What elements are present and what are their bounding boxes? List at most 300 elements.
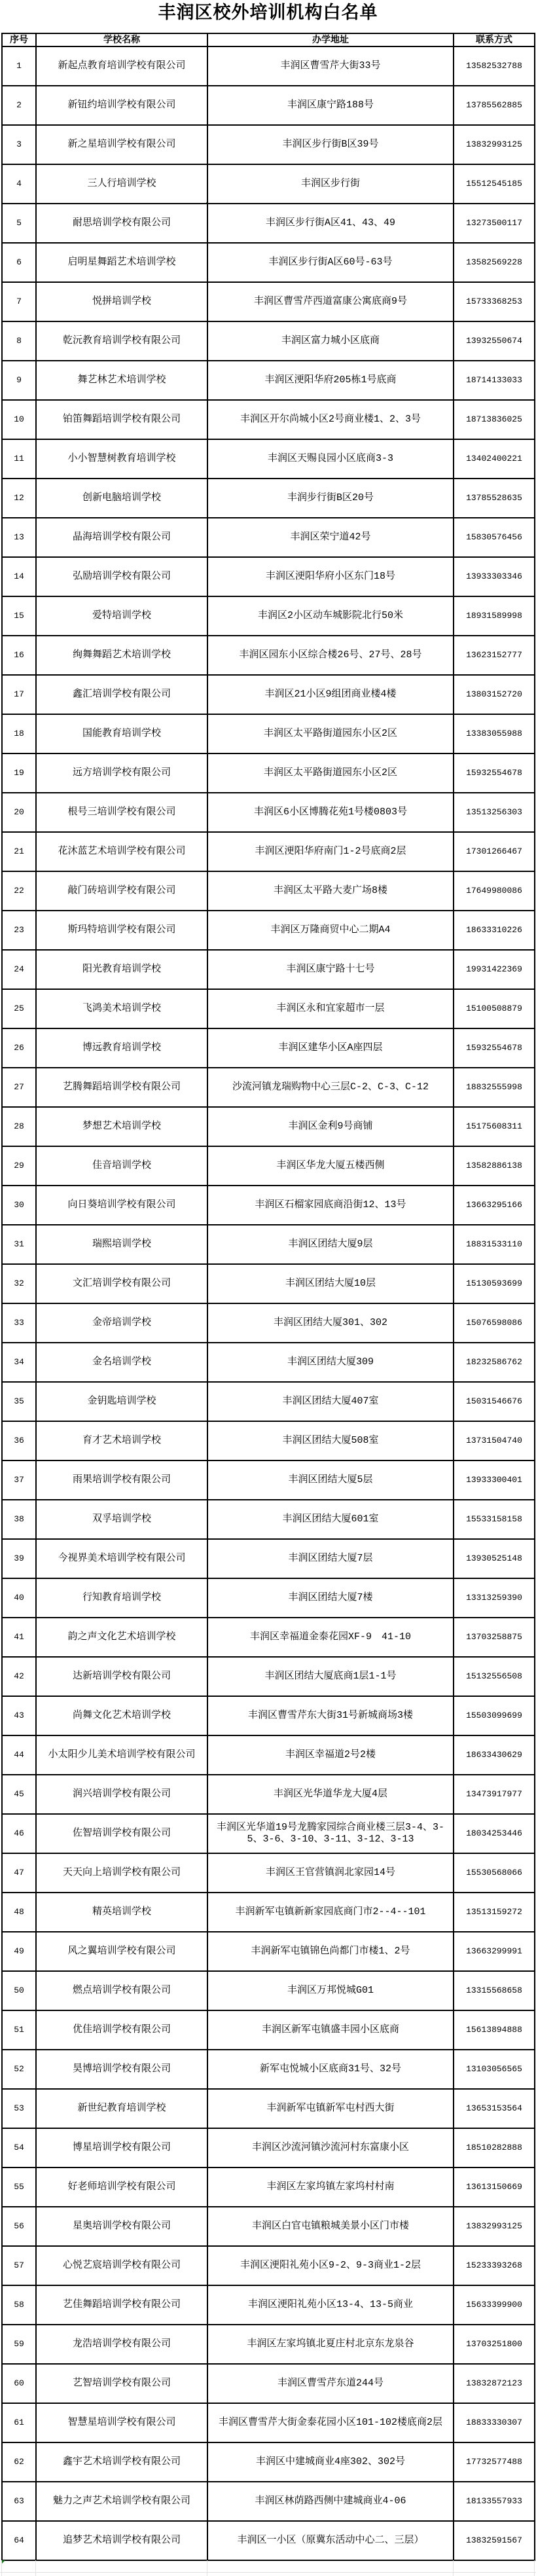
table-row [2, 2482, 535, 2521]
cell-serial-number[interactable]: 4 [2, 164, 36, 204]
cell-phone[interactable]: 13513159272 [454, 1893, 535, 1932]
cell-phone[interactable]: 13703258875 [454, 1618, 535, 1657]
cell-school-name[interactable]: 新世纪教育培训学校 [36, 2089, 207, 2128]
cell-school-name[interactable]: 尚舞文化艺术培训学校 [36, 1696, 207, 1735]
cell-phone[interactable]: 15100508879 [454, 989, 535, 1028]
table-row [2, 86, 535, 125]
cell-address[interactable]: 丰润区沙流河镇沙流河村东富康小区 [207, 2128, 454, 2168]
cell-phone[interactable]: 13582569228 [454, 243, 535, 282]
cell-serial-number[interactable]: 28 [2, 1107, 36, 1146]
cell-serial-number[interactable]: 60 [2, 2364, 36, 2403]
cell-phone[interactable]: 15512545185 [454, 164, 535, 204]
cell-serial-number[interactable]: 24 [2, 950, 36, 989]
cell-phone[interactable]: 13103056565 [454, 2050, 535, 2089]
cell-address[interactable]: 丰润区太平路街道园东小区2区 [207, 714, 454, 753]
table-row [2, 2364, 535, 2403]
cell-address[interactable]: 丰润区白官屯镇粮城美景小区门市楼 [207, 2207, 454, 2246]
cell-school-name[interactable]: 魅力之声艺术培训学校有限公司 [36, 2482, 207, 2521]
cell-serial-number[interactable]: 18 [2, 714, 36, 753]
cell-serial-number[interactable]: 7 [2, 282, 36, 321]
cell-address[interactable]: 丰润区光华道19号龙腾家园综合商业楼三层3-4、3-5、3-6、3-10、3-11、3-12、3-13 [207, 1814, 454, 1853]
cell-school-name[interactable]: 风之翼培训学校有限公司 [36, 1932, 207, 1971]
cell-serial-number[interactable]: 59 [2, 2325, 36, 2364]
cell-school-name[interactable]: 雨果培训学校有限公司 [36, 1460, 207, 1500]
table-row [2, 2285, 535, 2325]
table-row [2, 361, 535, 400]
cell-phone[interactable]: 18133557933 [454, 2482, 535, 2521]
cell-address[interactable]: 丰润区曹雪芹大街33号 [207, 46, 454, 86]
cell-address[interactable]: 丰润区永和宜家超市一层 [207, 989, 454, 1028]
cell-serial-number[interactable]: 22 [2, 871, 36, 911]
table-header [2, 33, 535, 46]
cell-address[interactable]: 丰润区金利9号商铺 [207, 1107, 454, 1146]
cell-phone[interactable]: 13731504740 [454, 1421, 535, 1460]
cell-phone[interactable]: 13832872123 [454, 2364, 535, 2403]
cell-school-name[interactable]: 根号三培训学校有限公司 [36, 793, 207, 832]
cell-serial-number[interactable]: 58 [2, 2285, 36, 2325]
cell-phone[interactable]: 13832993125 [454, 2207, 535, 2246]
cell-phone[interactable]: 13653153564 [454, 2089, 535, 2128]
cell-school-name[interactable]: 国能教育培训学校 [36, 714, 207, 753]
sheet-gridline [0, 2572, 536, 2573]
cell-phone[interactable]: 13402400221 [454, 439, 535, 479]
cell-address[interactable]: 丰润区华龙大厦五楼西侧 [207, 1146, 454, 1186]
cell-school-name[interactable]: 梦想艺术培训学校 [36, 1107, 207, 1146]
table-row [2, 46, 535, 86]
cell-serial-number[interactable]: 32 [2, 1264, 36, 1303]
cell-phone[interactable]: 13613150669 [454, 2168, 535, 2207]
cell-school-name[interactable]: 优佳培训学校有限公司 [36, 2010, 207, 2050]
table-row [2, 1657, 535, 1696]
cell-phone[interactable]: 15830576456 [454, 518, 535, 557]
cell-address[interactable]: 丰润区步行街A区41、43、49 [207, 204, 454, 243]
cell-serial-number[interactable]: 27 [2, 1068, 36, 1107]
cell-address[interactable]: 丰润区一小区（原冀东活动中心二、三层） [207, 2521, 454, 2560]
table-row [2, 793, 535, 832]
cell-serial-number[interactable]: 26 [2, 1028, 36, 1068]
cell-school-name[interactable]: 金名培训学校 [36, 1343, 207, 1382]
cell-phone[interactable]: 15733368253 [454, 282, 535, 321]
cell-address[interactable]: 丰润区团结大厦底商1层1-1号 [207, 1657, 454, 1696]
cell-serial-number[interactable]: 19 [2, 753, 36, 793]
cell-address[interactable]: 丰润区浭阳礼苑小区13-4、13-5商业 [207, 2285, 454, 2325]
cell-school-name[interactable]: 文汇培训学校有限公司 [36, 1264, 207, 1303]
cell-phone[interactable]: 18633430629 [454, 1735, 535, 1775]
cell-address[interactable]: 丰润区浭阳礼苑小区9-2、9-3商业1-2层 [207, 2246, 454, 2285]
cell-serial-number[interactable]: 51 [2, 2010, 36, 2050]
cell-school-name[interactable]: 精英培训学校 [36, 1893, 207, 1932]
cell-school-name-selected[interactable]: 三人行培训学校 [36, 164, 207, 204]
cell-school-name[interactable]: 飞鸿美术培训学校 [36, 989, 207, 1028]
cell-school-name[interactable]: 鑫汇培训学校有限公司 [36, 675, 207, 714]
cell-phone[interactable]: 15932554678 [454, 1028, 535, 1068]
cell-address[interactable]: 丰润区天赐良园小区底商3-3 [207, 439, 454, 479]
table-row [2, 2168, 535, 2207]
cell-school-name[interactable]: 远方培训学校有限公司 [36, 753, 207, 793]
header-row [2, 33, 535, 46]
table-row [2, 1539, 535, 1578]
cell-address[interactable]: 丰润区步行街B区39号 [207, 125, 454, 164]
table-row [2, 2521, 535, 2560]
cell-address[interactable]: 丰润区步行街A区60号-63号 [207, 243, 454, 282]
cell-school-name[interactable]: 绚舞舞蹈艺术培训学校 [36, 636, 207, 675]
cell-serial-number[interactable]: 47 [2, 1853, 36, 1893]
cell-address[interactable]: 丰润区光华道华龙大厦4层 [207, 1775, 454, 1814]
cell-school-name[interactable]: 育才艺术培训学校 [36, 1421, 207, 1460]
cell-address[interactable]: 丰润区王官营镇润北家园14号 [207, 1853, 454, 1893]
cell-serial-number[interactable]: 12 [2, 479, 36, 518]
cell-phone[interactable]: 13932550674 [454, 321, 535, 361]
cell-serial-number[interactable]: 41 [2, 1618, 36, 1657]
cell-serial-number[interactable]: 25 [2, 989, 36, 1028]
cell-school-name[interactable]: 舞艺林艺术培训学校 [36, 361, 207, 400]
cell-address[interactable]: 丰润区林荫路西侧中建城商业4-06 [207, 2482, 454, 2521]
cell-address[interactable]: 丰润区6小区博腾花苑1号楼0803号 [207, 793, 454, 832]
cell-address[interactable]: 丰润区新军屯镇盛丰园小区底商 [207, 2010, 454, 2050]
cell-serial-number[interactable]: 6 [2, 243, 36, 282]
cell-school-name[interactable]: 佳音培训学校 [36, 1146, 207, 1186]
table-row [2, 2325, 535, 2364]
cell-school-name[interactable]: 达新培训学校有限公司 [36, 1657, 207, 1696]
cell-phone[interactable]: 13383055988 [454, 714, 535, 753]
cell-address[interactable]: 丰润区富力城小区底商 [207, 321, 454, 361]
cell-school-name[interactable]: 斯玛特培训学校有限公司 [36, 911, 207, 950]
cell-school-name[interactable]: 追梦艺术培训学校有限公司 [36, 2521, 207, 2560]
table-row [2, 1186, 535, 1225]
table-row [2, 1735, 535, 1775]
cell-serial-number[interactable]: 55 [2, 2168, 36, 2207]
header-address[interactable]: 办学地址 [207, 33, 454, 46]
cell-serial-number[interactable]: 45 [2, 1775, 36, 1814]
cell-school-name[interactable]: 创新电脑培训学校 [36, 479, 207, 518]
cell-phone[interactable]: 13663299991 [454, 1932, 535, 1971]
cell-address[interactable]: 丰润区团结大厦309 [207, 1343, 454, 1382]
table-row [2, 1932, 535, 1971]
table-row [2, 1460, 535, 1500]
cell-phone[interactable]: 18833330307 [454, 2403, 535, 2442]
cell-school-name[interactable]: 金帝培训学校 [36, 1303, 207, 1343]
cell-serial-number[interactable]: 54 [2, 2128, 36, 2168]
cell-serial-number[interactable]: 9 [2, 361, 36, 400]
header-school-name[interactable]: 学校名称 [36, 33, 207, 46]
cell-phone[interactable]: 15132556508 [454, 1657, 535, 1696]
cell-address[interactable]: 丰润区团结大厦601室 [207, 1500, 454, 1539]
cell-phone[interactable]: 17301266467 [454, 832, 535, 871]
cell-address[interactable]: 丰润区团结大厦5层 [207, 1460, 454, 1500]
cell-address[interactable]: 丰润区团结大厦9层 [207, 1225, 454, 1264]
table-row [2, 1303, 535, 1343]
cell-serial-number[interactable]: 31 [2, 1225, 36, 1264]
cell-phone[interactable]: 13315568658 [454, 1971, 535, 2010]
cell-address[interactable]: 丰润区团结大厦10层 [207, 1264, 454, 1303]
cell-school-name[interactable]: 心悦艺宸培训学校有限公司 [36, 2246, 207, 2285]
cell-serial-number[interactable]: 48 [2, 1893, 36, 1932]
cell-serial-number[interactable]: 44 [2, 1735, 36, 1775]
cell-phone[interactable]: 13933300401 [454, 1460, 535, 1500]
cell-address[interactable]: 丰润区万邦悦城G01 [207, 1971, 454, 2010]
cell-phone[interactable]: 19931422369 [454, 950, 535, 989]
cell-serial-number[interactable]: 30 [2, 1186, 36, 1225]
cell-phone[interactable]: 13703251800 [454, 2325, 535, 2364]
cell-serial-number[interactable]: 64 [2, 2521, 36, 2560]
cell-school-name[interactable]: 韵之声文化艺术培训学校 [36, 1618, 207, 1657]
cell-school-name[interactable]: 艺佳舞蹈培训学校有限公司 [36, 2285, 207, 2325]
cell-phone[interactable]: 13582886138 [454, 1146, 535, 1186]
cell-phone[interactable]: 18633310226 [454, 911, 535, 950]
cell-phone[interactable]: 13933303346 [454, 557, 535, 596]
cell-school-name[interactable]: 博星培训学校有限公司 [36, 2128, 207, 2168]
table-row [2, 675, 535, 714]
cell-phone[interactable]: 13663295166 [454, 1186, 535, 1225]
cell-serial-number[interactable]: 34 [2, 1343, 36, 1382]
cell-address[interactable]: 丰润区2小区动车城影院北行50米 [207, 596, 454, 636]
cell-address[interactable]: 新军屯悦城小区底商31号、32号 [207, 2050, 454, 2089]
cell-phone[interactable]: 15932554678 [454, 753, 535, 793]
cell-address[interactable]: 丰润区荣宁道42号 [207, 518, 454, 557]
cell-address[interactable]: 丰润区开尔尚城小区2号商业楼1、2、3号 [207, 400, 454, 439]
table-row [2, 2010, 535, 2050]
cell-phone[interactable]: 13785562885 [454, 86, 535, 125]
cell-serial-number[interactable]: 20 [2, 793, 36, 832]
cell-serial-number[interactable]: 15 [2, 596, 36, 636]
cell-serial-number[interactable]: 46 [2, 1814, 36, 1853]
cell-phone[interactable]: 18832555998 [454, 1068, 535, 1107]
cell-serial-number[interactable]: 17 [2, 675, 36, 714]
cell-phone[interactable]: 15530568066 [454, 1853, 535, 1893]
cell-serial-number[interactable]: 21 [2, 832, 36, 871]
cell-phone[interactable]: 15233393268 [454, 2246, 535, 2285]
cell-address[interactable]: 丰润区幸福道2号2楼 [207, 1735, 454, 1775]
cell-school-name[interactable]: 敲门砖培训学校有限公司 [36, 871, 207, 911]
cell-serial-number[interactable]: 35 [2, 1382, 36, 1421]
cell-school-name[interactable]: 博远教育培训学校 [36, 1028, 207, 1068]
cell-address[interactable]: 丰润新军屯镇新新家园底商门市2--4--101 [207, 1893, 454, 1932]
cell-address[interactable]: 丰润区石榴家园底商沿街12、13号 [207, 1186, 454, 1225]
cell-address[interactable]: 丰润区曹雪芹东道244号 [207, 2364, 454, 2403]
cell-serial-number[interactable]: 39 [2, 1539, 36, 1578]
cell-school-name[interactable]: 新钮约培训学校有限公司 [36, 86, 207, 125]
cell-school-name[interactable]: 爱特培训学校 [36, 596, 207, 636]
cell-address[interactable]: 丰润区康宁路188号 [207, 86, 454, 125]
cell-phone[interactable]: 15613894888 [454, 2010, 535, 2050]
cell-serial-number[interactable]: 1 [2, 46, 36, 86]
cell-school-name[interactable]: 佐智培训学校有限公司 [36, 1814, 207, 1853]
cell-address[interactable]: 丰润新军屯镇锦色尚都门市楼1、2号 [207, 1932, 454, 1971]
cell-phone[interactable]: 13313259390 [454, 1578, 535, 1618]
cell-serial-number[interactable]: 62 [2, 2442, 36, 2482]
cell-phone[interactable]: 13273500117 [454, 204, 535, 243]
cell-phone[interactable]: 15130593699 [454, 1264, 535, 1303]
cell-school-name[interactable]: 悦拼培训学校 [36, 282, 207, 321]
table-row [2, 164, 535, 204]
cell-address[interactable]: 丰润步行街B区20号 [207, 479, 454, 518]
table-row [2, 2050, 535, 2089]
table-row [2, 596, 535, 636]
cell-phone[interactable]: 18713836025 [454, 400, 535, 439]
cell-school-name[interactable]: 阳光教育培训学校 [36, 950, 207, 989]
table-row [2, 1225, 535, 1264]
cell-phone[interactable]: 15533158158 [454, 1500, 535, 1539]
cell-address[interactable]: 丰润区太平路街道园东小区2区 [207, 753, 454, 793]
cell-phone[interactable]: 15503099699 [454, 1696, 535, 1735]
cell-serial-number[interactable]: 37 [2, 1460, 36, 1500]
cell-phone[interactable]: 18831533110 [454, 1225, 535, 1264]
cell-school-name[interactable]: 龙浩培训学校有限公司 [36, 2325, 207, 2364]
cell-address[interactable]: 丰润区21小区9组团商业楼4楼 [207, 675, 454, 714]
cell-serial-number[interactable]: 13 [2, 518, 36, 557]
cell-address[interactable]: 丰润区浭阳华府南门1-2号底商2层 [207, 832, 454, 871]
cell-phone[interactable]: 17732577488 [454, 2442, 535, 2482]
cell-phone[interactable]: 18232586762 [454, 1343, 535, 1382]
table-row [2, 439, 535, 479]
table-row [2, 479, 535, 518]
cell-serial-number[interactable]: 63 [2, 2482, 36, 2521]
cell-phone[interactable]: 13832993125 [454, 125, 535, 164]
cell-serial-number[interactable]: 2 [2, 86, 36, 125]
cell-school-name[interactable]: 天天向上培训学校有限公司 [36, 1853, 207, 1893]
cell-school-name[interactable]: 星奥培训学校有限公司 [36, 2207, 207, 2246]
cell-address[interactable]: 丰润区团结大厦301、302 [207, 1303, 454, 1343]
cell-serial-number[interactable]: 11 [2, 439, 36, 479]
cell-serial-number[interactable]: 23 [2, 911, 36, 950]
cell-serial-number[interactable]: 10 [2, 400, 36, 439]
cell-school-name[interactable]: 向日葵培训学校有限公司 [36, 1186, 207, 1225]
cell-phone[interactable]: 18714133033 [454, 361, 535, 400]
page-title[interactable]: 丰润区校外培训机构白名单 [158, 3, 378, 23]
cell-address[interactable]: 丰润区中建城商业4座302、302号 [207, 2442, 454, 2482]
cell-serial-number[interactable]: 38 [2, 1500, 36, 1539]
cell-school-name[interactable]: 金钥匙培训学校 [36, 1382, 207, 1421]
table-row [2, 1893, 535, 1932]
cell-phone[interactable]: 13623152777 [454, 636, 535, 675]
cell-phone[interactable]: 13930525148 [454, 1539, 535, 1578]
cell-phone[interactable]: 13513256303 [454, 793, 535, 832]
cell-school-name[interactable]: 好老师培训学校有限公司 [36, 2168, 207, 2207]
cell-serial-number[interactable]: 16 [2, 636, 36, 675]
cell-address[interactable]: 丰润区幸福道金泰花园XF-9 41-10 [207, 1618, 454, 1657]
table-row [2, 714, 535, 753]
cell-school-name[interactable]: 瑞熙培训学校 [36, 1225, 207, 1264]
cell-phone[interactable]: 15175608311 [454, 1107, 535, 1146]
cell-address[interactable]: 丰润区建华小区A座四层 [207, 1028, 454, 1068]
cell-address[interactable]: 丰润区康宁路十七号 [207, 950, 454, 989]
cell-serial-number[interactable]: 14 [2, 557, 36, 596]
cell-serial-number[interactable]: 40 [2, 1578, 36, 1618]
cell-address[interactable]: 丰润区步行街 [207, 164, 454, 204]
cell-address[interactable]: 丰润新军屯镇新军屯村西大街 [207, 2089, 454, 2128]
cell-phone[interactable]: 18510282888 [454, 2128, 535, 2168]
cell-address[interactable]: 沙流河镇龙瑞购物中心三层C-2、C-3、C-12 [207, 1068, 454, 1107]
cell-school-name[interactable]: 鑫宇艺术培训学校有限公司 [36, 2442, 207, 2482]
cell-serial-number[interactable]: 5 [2, 204, 36, 243]
cell-school-name[interactable]: 行知教育培训学校 [36, 1578, 207, 1618]
cell-serial-number[interactable]: 8 [2, 321, 36, 361]
table-row [2, 1971, 535, 2010]
table-row [2, 2442, 535, 2482]
cell-address[interactable]: 丰润区曹雪芹大街金泰花园小区101-102楼底商2层 [207, 2403, 454, 2442]
cell-phone[interactable]: 17649980086 [454, 871, 535, 911]
cell-school-name[interactable]: 今视界美术培训学校有限公司 [36, 1539, 207, 1578]
cell-school-name[interactable]: 昊博培训学校有限公司 [36, 2050, 207, 2089]
header-phone[interactable]: 联系方式 [454, 33, 535, 46]
cell-address[interactable]: 丰润区团结大厦508室 [207, 1421, 454, 1460]
cell-address[interactable]: 丰润区团结大厦7楼 [207, 1578, 454, 1618]
cell-serial-number[interactable]: 33 [2, 1303, 36, 1343]
cell-phone[interactable]: 15076598086 [454, 1303, 535, 1343]
cell-school-name[interactable]: 小小智慧树教育培训学校 [36, 439, 207, 479]
cell-serial-number[interactable]: 3 [2, 125, 36, 164]
cell-phone[interactable]: 15633399900 [454, 2285, 535, 2325]
cell-school-name[interactable]: 双孚培训学校 [36, 1500, 207, 1539]
cell-school-name[interactable]: 艺智培训学校有限公司 [36, 2364, 207, 2403]
whitelist-table [1, 33, 535, 2561]
cell-address[interactable]: 丰润区园东小区综合楼26号、27号、28号 [207, 636, 454, 675]
table-row [2, 1068, 535, 1107]
cell-phone[interactable]: 18034253446 [454, 1814, 535, 1853]
cell-school-name[interactable]: 燃点培训学校有限公司 [36, 1971, 207, 2010]
cell-school-name[interactable]: 花沐蓝艺术培训学校有限公司 [36, 832, 207, 871]
cell-serial-number[interactable]: 42 [2, 1657, 36, 1696]
cell-phone[interactable]: 13803152720 [454, 675, 535, 714]
cell-address[interactable]: 丰润区浭阳华府小区东门18号 [207, 557, 454, 596]
cell-school-name[interactable]: 耐思培训学校有限公司 [36, 204, 207, 243]
cell-address[interactable]: 丰润区曹雪芹西道富康公寓底商9号 [207, 282, 454, 321]
cell-school-name[interactable]: 智慧星培训学校有限公司 [36, 2403, 207, 2442]
header-serial-number[interactable]: 序号 [2, 33, 36, 46]
cell-address[interactable]: 丰润区曹雪芹东大街31号新城商场3楼 [207, 1696, 454, 1735]
cell-serial-number[interactable]: 36 [2, 1421, 36, 1460]
cell-school-name[interactable]: 启明星舞蹈艺术培训学校 [36, 243, 207, 282]
table-row [2, 1578, 535, 1618]
cell-school-name[interactable]: 铂笛舞蹈培训学校有限公司 [36, 400, 207, 439]
cell-school-name[interactable]: 弘励培训学校有限公司 [36, 557, 207, 596]
cell-phone[interactable]: 13832591567 [454, 2521, 535, 2560]
cell-serial-number[interactable]: 50 [2, 1971, 36, 2010]
cell-address[interactable]: 丰润区左家坞镇左家坞村村南 [207, 2168, 454, 2207]
cell-school-name[interactable]: 艺腾舞蹈培训学校有限公司 [36, 1068, 207, 1107]
cell-address[interactable]: 丰润区太平路大麦广场8楼 [207, 871, 454, 911]
cell-school-name[interactable]: 晶海培训学校有限公司 [36, 518, 207, 557]
cell-phone[interactable]: 13582532788 [454, 46, 535, 86]
cell-serial-number[interactable]: 53 [2, 2089, 36, 2128]
cell-school-name[interactable]: 小太阳少儿美术培训学校有限公司 [36, 1735, 207, 1775]
cell-address[interactable]: 丰润区左家坞镇北夏庄村北京东龙泉谷 [207, 2325, 454, 2364]
cell-address[interactable]: 丰润区浭阳华府205栋1号底商 [207, 361, 454, 400]
cell-school-name[interactable]: 乾沅教育培训学校有限公司 [36, 321, 207, 361]
cell-serial-number[interactable]: 56 [2, 2207, 36, 2246]
cell-serial-number[interactable]: 52 [2, 2050, 36, 2089]
table-row [2, 1853, 535, 1893]
cell-phone[interactable]: 13473917977 [454, 1775, 535, 1814]
table-row [2, 1421, 535, 1460]
cell-school-name[interactable]: 润兴培训学校有限公司 [36, 1775, 207, 1814]
cell-serial-number[interactable]: 29 [2, 1146, 36, 1186]
cell-address[interactable]: 丰润区团结大厦407室 [207, 1382, 454, 1421]
cell-phone[interactable]: 15031546676 [454, 1382, 535, 1421]
table-row [2, 2246, 535, 2285]
cell-school-name[interactable]: 新之星培训学校有限公司 [36, 125, 207, 164]
cell-phone[interactable]: 13785528635 [454, 479, 535, 518]
cell-serial-number[interactable]: 43 [2, 1696, 36, 1735]
cell-address[interactable]: 丰润区万隆商贸中心二期A4 [207, 911, 454, 950]
cell-school-name[interactable]: 新起点教育培训学校有限公司 [36, 46, 207, 86]
cell-serial-number[interactable]: 61 [2, 2403, 36, 2442]
cell-phone[interactable]: 18931589998 [454, 596, 535, 636]
table-row [2, 950, 535, 989]
cell-serial-number[interactable]: 49 [2, 1932, 36, 1971]
cell-address[interactable]: 丰润区团结大厦7层 [207, 1539, 454, 1578]
cell-serial-number[interactable]: 57 [2, 2246, 36, 2285]
